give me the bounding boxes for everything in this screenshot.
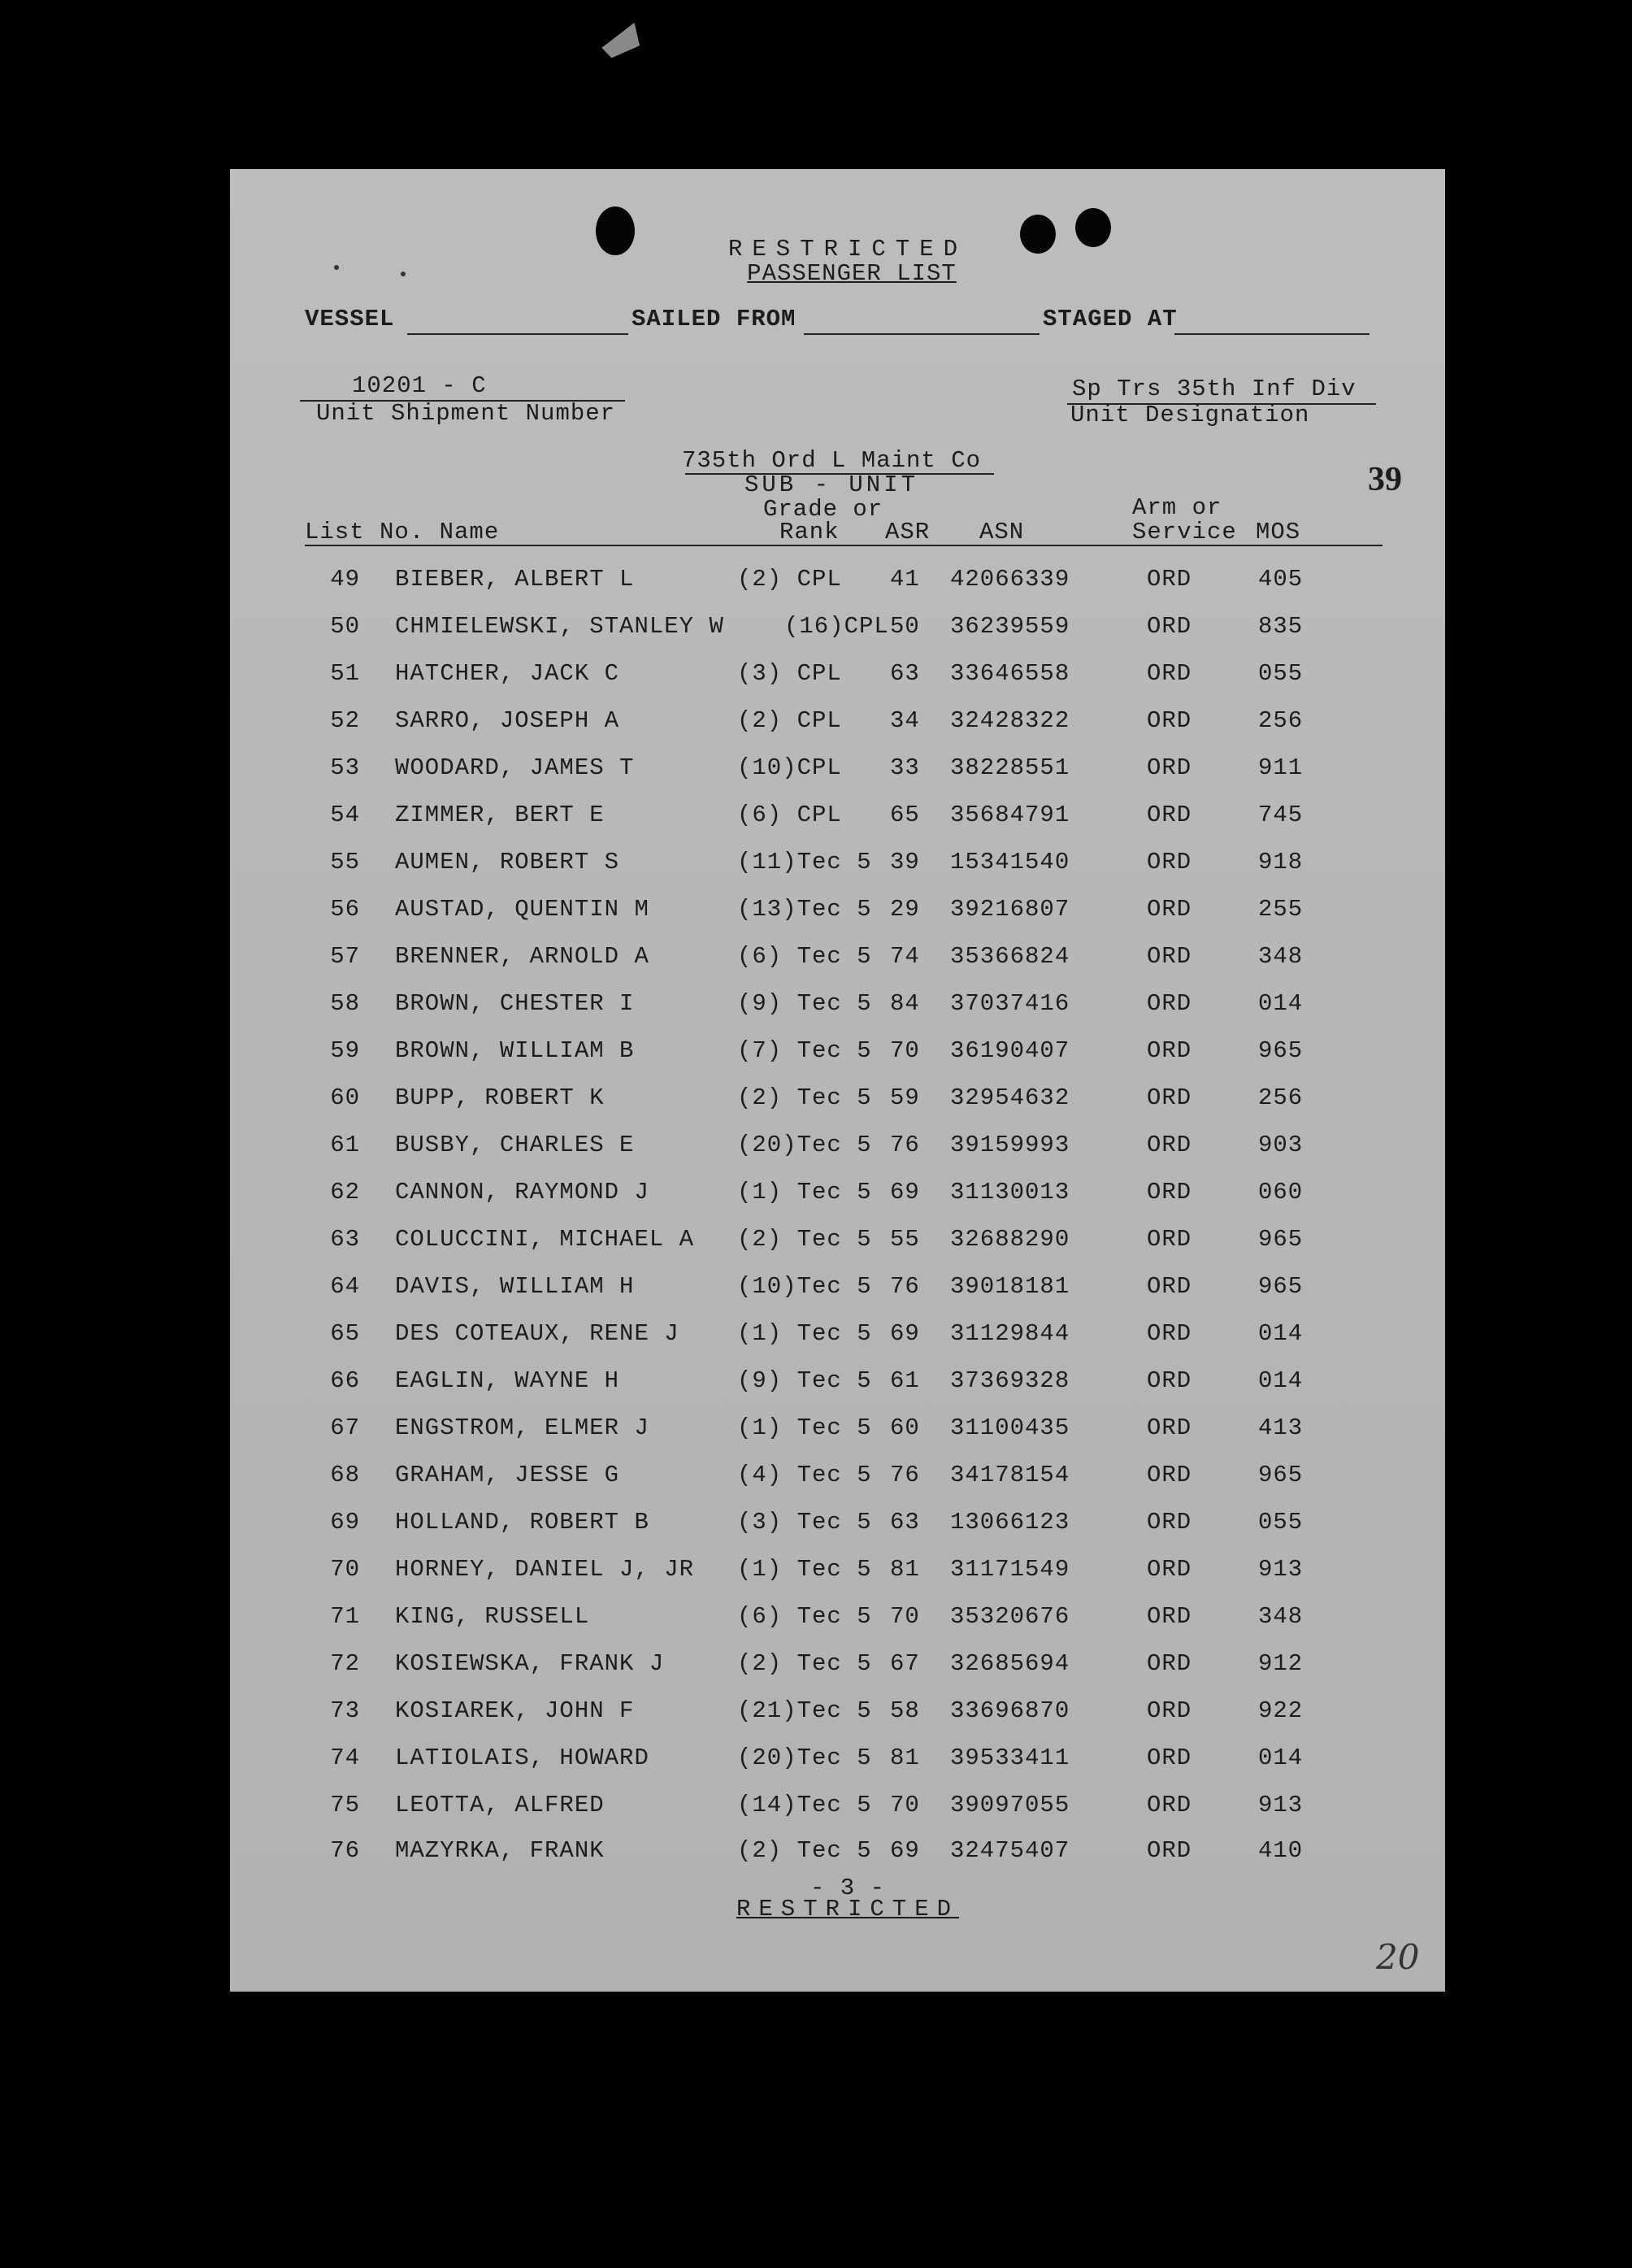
asr: 81 <box>890 1556 920 1583</box>
grade: (3) CPL <box>737 660 842 687</box>
table-row <box>230 1837 1445 1870</box>
mos: 014 <box>1258 990 1304 1017</box>
grade: (2) Tec 5 <box>737 1084 872 1111</box>
asr: 65 <box>890 802 920 828</box>
asn: 37037416 <box>950 990 1070 1017</box>
passenger-name: SARRO, JOSEPH A <box>395 707 620 734</box>
asr: 69 <box>890 1837 920 1864</box>
page-badge: 39 <box>1368 461 1402 498</box>
col-header-asr: ASR <box>885 519 931 545</box>
table-row <box>230 1320 1445 1353</box>
list-no: 75 <box>330 1792 360 1818</box>
sub-unit: 735th Ord L Maint Co <box>681 447 982 474</box>
passenger-name: CANNON, RAYMOND J <box>395 1179 649 1206</box>
asr: 58 <box>890 1697 920 1724</box>
table-row <box>230 1179 1445 1211</box>
asn: 38228551 <box>950 754 1070 781</box>
mos: 413 <box>1258 1414 1304 1441</box>
mos: 348 <box>1258 1603 1304 1630</box>
mos: 965 <box>1258 1273 1304 1300</box>
arm-service: ORD <box>1147 660 1192 687</box>
passenger-name: MAZYRKA, FRANK <box>395 1837 605 1864</box>
arm-service: ORD <box>1147 990 1192 1017</box>
asr: 67 <box>890 1650 920 1677</box>
col-header-list-name: List No. Name <box>305 519 500 545</box>
sub-unit-label: SUB - UNIT <box>744 471 919 498</box>
table-row <box>230 849 1445 881</box>
grade: (4) Tec 5 <box>737 1462 872 1488</box>
list-no: 64 <box>330 1273 360 1300</box>
grade: (2) Tec 5 <box>737 1226 872 1253</box>
mos: 405 <box>1258 566 1304 593</box>
asn: 15341540 <box>950 849 1070 875</box>
unit-designation-label: Unit Designation <box>1070 402 1310 428</box>
vessel-field <box>407 333 628 335</box>
asr: 81 <box>890 1744 920 1771</box>
list-no: 60 <box>330 1084 360 1111</box>
form-title: PASSENGER LIST <box>747 260 957 287</box>
list-no: 76 <box>330 1837 360 1864</box>
mos: 255 <box>1258 896 1304 923</box>
table-row <box>230 1084 1445 1117</box>
list-no: 51 <box>330 660 360 687</box>
unit-shipment-number-label: Unit Shipment Number <box>316 400 616 427</box>
asr: 63 <box>890 1509 920 1536</box>
table-row <box>230 1603 1445 1636</box>
asr: 70 <box>890 1037 920 1064</box>
passenger-name: KOSIAREK, JOHN F <box>395 1697 635 1724</box>
mos: 903 <box>1258 1132 1304 1158</box>
table-row <box>230 1462 1445 1494</box>
asr: 63 <box>890 660 920 687</box>
arm-service: ORD <box>1147 1792 1192 1818</box>
col-header-arm-2: Service <box>1132 519 1237 545</box>
mos: 055 <box>1258 660 1304 687</box>
asn: 39097055 <box>950 1792 1070 1818</box>
asn: 32685694 <box>950 1650 1070 1677</box>
arm-service: ORD <box>1147 1837 1192 1864</box>
mos: 913 <box>1258 1556 1304 1583</box>
table-row <box>230 1226 1445 1258</box>
passenger-name: LEOTTA, ALFRED <box>395 1792 605 1818</box>
mos: 965 <box>1258 1226 1304 1253</box>
mos: 060 <box>1258 1179 1304 1206</box>
list-no: 57 <box>330 943 360 970</box>
asn: 35366824 <box>950 943 1070 970</box>
list-no: 63 <box>330 1226 360 1253</box>
classification-bottom: RESTRICTED <box>736 1896 960 1923</box>
arm-service: ORD <box>1147 1462 1192 1488</box>
arm-service: ORD <box>1147 1226 1192 1253</box>
asn: 35684791 <box>950 802 1070 828</box>
mos: 835 <box>1258 613 1304 640</box>
list-no: 62 <box>330 1179 360 1206</box>
passenger-list-page <box>230 169 1445 1992</box>
passenger-name: CHMIELEWSKI, STANLEY W <box>395 613 724 640</box>
arm-service: ORD <box>1147 613 1192 640</box>
mos: 014 <box>1258 1320 1304 1347</box>
arm-service: ORD <box>1147 896 1192 923</box>
mos: 014 <box>1258 1744 1304 1771</box>
asn: 37369328 <box>950 1367 1070 1394</box>
grade: (2) CPL <box>737 566 842 593</box>
grade: (6) Tec 5 <box>737 1603 872 1630</box>
list-no: 49 <box>330 566 360 593</box>
asr: 55 <box>890 1226 920 1253</box>
list-no: 56 <box>330 896 360 923</box>
vessel-label: VESSEL <box>305 306 395 332</box>
grade: (2) Tec 5 <box>737 1837 872 1864</box>
punch-hole-left <box>596 206 635 255</box>
mos: 055 <box>1258 1509 1304 1536</box>
table-row <box>230 1744 1445 1777</box>
list-no: 68 <box>330 1462 360 1488</box>
table-row <box>230 1792 1445 1824</box>
table-row <box>230 707 1445 740</box>
table-row <box>230 1509 1445 1541</box>
asn: 34178154 <box>950 1462 1070 1488</box>
list-no: 55 <box>330 849 360 875</box>
table-row <box>230 1697 1445 1730</box>
arm-service: ORD <box>1147 1132 1192 1158</box>
asn: 39533411 <box>950 1744 1070 1771</box>
table-row <box>230 1367 1445 1400</box>
asn: 39159993 <box>950 1132 1070 1158</box>
asn: 33646558 <box>950 660 1070 687</box>
asr: 50 <box>890 613 920 640</box>
asr: 34 <box>890 707 920 734</box>
asn: 36239559 <box>950 613 1070 640</box>
asn: 31100435 <box>950 1414 1070 1441</box>
list-no: 71 <box>330 1603 360 1630</box>
grade: (11)Tec 5 <box>737 849 872 875</box>
table-row <box>230 1556 1445 1588</box>
passenger-name: BRENNER, ARNOLD A <box>395 943 649 970</box>
asn: 32954632 <box>950 1084 1070 1111</box>
grade: (21)Tec 5 <box>737 1697 872 1724</box>
asn: 13066123 <box>950 1509 1070 1536</box>
passenger-name: COLUCCINI, MICHAEL A <box>395 1226 695 1253</box>
mos: 348 <box>1258 943 1304 970</box>
header-rule <box>305 545 1382 546</box>
list-no: 52 <box>330 707 360 734</box>
mos: 912 <box>1258 1650 1304 1677</box>
asr: 69 <box>890 1320 920 1347</box>
asr: 69 <box>890 1179 920 1206</box>
grade: (2) CPL <box>737 707 842 734</box>
arm-service: ORD <box>1147 943 1192 970</box>
asr: 39 <box>890 849 920 875</box>
passenger-name: EAGLIN, WAYNE H <box>395 1367 620 1394</box>
arm-service: ORD <box>1147 1414 1192 1441</box>
mos: 913 <box>1258 1792 1304 1818</box>
table-row <box>230 1037 1445 1070</box>
table-row <box>230 990 1445 1023</box>
mos: 745 <box>1258 802 1304 828</box>
passenger-name: HORNEY, DANIEL J, JR <box>395 1556 695 1583</box>
asr: 60 <box>890 1414 920 1441</box>
table-row <box>230 1414 1445 1447</box>
staged-at-field <box>1174 333 1369 335</box>
asn: 32475407 <box>950 1837 1070 1864</box>
passenger-name: BUPP, ROBERT K <box>395 1084 605 1111</box>
table-row <box>230 1273 1445 1306</box>
arm-service: ORD <box>1147 566 1192 593</box>
arm-service: ORD <box>1147 707 1192 734</box>
arm-service: ORD <box>1147 802 1192 828</box>
passenger-name: DES COTEAUX, RENE J <box>395 1320 679 1347</box>
passenger-name: KING, RUSSELL <box>395 1603 590 1630</box>
col-header-grade-1: Grade or <box>763 496 883 523</box>
grade: (10)Tec 5 <box>737 1273 872 1300</box>
arm-service: ORD <box>1147 1320 1192 1347</box>
grade: (13)Tec 5 <box>737 896 872 923</box>
mos: 911 <box>1258 754 1304 781</box>
list-no: 61 <box>330 1132 360 1158</box>
list-no: 72 <box>330 1650 360 1677</box>
mos: 256 <box>1258 707 1304 734</box>
asr: 76 <box>890 1273 920 1300</box>
asn: 35320676 <box>950 1603 1070 1630</box>
mos: 922 <box>1258 1697 1304 1724</box>
list-no: 70 <box>330 1556 360 1583</box>
grade: (9) Tec 5 <box>737 1367 872 1394</box>
grade: (20)Tec 5 <box>737 1744 872 1771</box>
mos: 014 <box>1258 1367 1304 1394</box>
table-row <box>230 566 1445 598</box>
arm-service: ORD <box>1147 1744 1192 1771</box>
arm-service: ORD <box>1147 1697 1192 1724</box>
passenger-name: WOODARD, JAMES T <box>395 754 635 781</box>
handwritten-mark: 20 <box>1376 1937 1420 1977</box>
sailed-from-label: SAILED FROM <box>632 306 796 332</box>
paper-scrap <box>598 23 645 62</box>
asn: 31171549 <box>950 1556 1070 1583</box>
unit-shipment-number: 10201 - C <box>352 372 487 399</box>
arm-service: ORD <box>1147 754 1192 781</box>
asn: 36190407 <box>950 1037 1070 1064</box>
asr: 61 <box>890 1367 920 1394</box>
asr: 84 <box>890 990 920 1017</box>
passenger-name: HOLLAND, ROBERT B <box>395 1509 649 1536</box>
passenger-name: AUSTAD, QUENTIN M <box>395 896 649 923</box>
punch-hole-right-b <box>1075 208 1111 247</box>
list-no: 50 <box>330 613 360 640</box>
col-header-mos: MOS <box>1256 519 1301 545</box>
passenger-name: BUSBY, CHARLES E <box>395 1132 635 1158</box>
asn: 32688290 <box>950 1226 1070 1253</box>
asr: 74 <box>890 943 920 970</box>
list-no: 69 <box>330 1509 360 1536</box>
speck <box>401 272 406 276</box>
asn: 33696870 <box>950 1697 1070 1724</box>
unit-designation: Sp Trs 35th Inf Div <box>1072 376 1356 402</box>
table-row <box>230 1650 1445 1683</box>
asr: 29 <box>890 896 920 923</box>
asn: 32428322 <box>950 707 1070 734</box>
arm-service: ORD <box>1147 1556 1192 1583</box>
col-header-asn: ASN <box>979 519 1025 545</box>
passenger-name: ZIMMER, BERT E <box>395 802 605 828</box>
list-no: 58 <box>330 990 360 1017</box>
list-no: 53 <box>330 754 360 781</box>
table-row <box>230 802 1445 834</box>
grade: (1) Tec 5 <box>737 1179 872 1206</box>
speck <box>334 265 339 270</box>
list-no: 59 <box>330 1037 360 1064</box>
mos: 918 <box>1258 849 1304 875</box>
table-row <box>230 896 1445 928</box>
passenger-name: AUMEN, ROBERT S <box>395 849 620 875</box>
arm-service: ORD <box>1147 1603 1192 1630</box>
table-row <box>230 943 1445 975</box>
arm-service: ORD <box>1147 849 1192 875</box>
passenger-name: BROWN, WILLIAM B <box>395 1037 635 1064</box>
grade: (20)Tec 5 <box>737 1132 872 1158</box>
arm-service: ORD <box>1147 1509 1192 1536</box>
punch-hole-right-a <box>1020 215 1056 254</box>
grade: (1) Tec 5 <box>737 1556 872 1583</box>
arm-service: ORD <box>1147 1084 1192 1111</box>
mos: 965 <box>1258 1462 1304 1488</box>
asr: 70 <box>890 1603 920 1630</box>
grade: (1) Tec 5 <box>737 1320 872 1347</box>
arm-service: ORD <box>1147 1273 1192 1300</box>
passenger-name: HATCHER, JACK C <box>395 660 620 687</box>
passenger-name: DAVIS, WILLIAM H <box>395 1273 635 1300</box>
asn: 39216807 <box>950 896 1070 923</box>
passenger-name: ENGSTROM, ELMER J <box>395 1414 649 1441</box>
table-row <box>230 613 1445 645</box>
asn: 42066339 <box>950 566 1070 593</box>
table-row <box>230 1132 1445 1164</box>
classification-top: RESTRICTED <box>727 236 968 263</box>
asr: 41 <box>890 566 920 593</box>
grade: (7) Tec 5 <box>737 1037 872 1064</box>
col-header-arm-1: Arm or <box>1132 494 1222 521</box>
page-number: - 3 - <box>809 1875 885 1901</box>
grade: (3) Tec 5 <box>737 1509 872 1536</box>
staged-at-label: STAGED AT <box>1043 306 1178 332</box>
table-row <box>230 660 1445 693</box>
grade: (14)Tec 5 <box>737 1792 872 1818</box>
list-no: 54 <box>330 802 360 828</box>
sailed-from-field <box>804 333 1040 335</box>
passenger-name: BIEBER, ALBERT L <box>395 566 635 593</box>
arm-service: ORD <box>1147 1367 1192 1394</box>
grade: (6) Tec 5 <box>737 943 872 970</box>
list-no: 67 <box>330 1414 360 1441</box>
arm-service: ORD <box>1147 1179 1192 1206</box>
asr: 59 <box>890 1084 920 1111</box>
mos: 410 <box>1258 1837 1304 1864</box>
asn: 31130013 <box>950 1179 1070 1206</box>
grade: (10)CPL <box>737 754 842 781</box>
grade: (2) Tec 5 <box>737 1650 872 1677</box>
list-no: 74 <box>330 1744 360 1771</box>
list-no: 73 <box>330 1697 360 1724</box>
grade: (1) Tec 5 <box>737 1414 872 1441</box>
table-row <box>230 754 1445 787</box>
asr: 76 <box>890 1132 920 1158</box>
list-no: 66 <box>330 1367 360 1394</box>
asr: 70 <box>890 1792 920 1818</box>
grade: (6) CPL <box>737 802 842 828</box>
grade: (9) Tec 5 <box>737 990 872 1017</box>
grade: (16)CPL <box>784 613 889 640</box>
mos: 256 <box>1258 1084 1304 1111</box>
col-header-grade-2: Rank <box>779 519 840 545</box>
asr: 33 <box>890 754 920 781</box>
passenger-name: KOSIEWSKA, FRANK J <box>395 1650 665 1677</box>
asr: 76 <box>890 1462 920 1488</box>
arm-service: ORD <box>1147 1650 1192 1677</box>
passenger-name: BROWN, CHESTER I <box>395 990 635 1017</box>
passenger-name: GRAHAM, JESSE G <box>395 1462 620 1488</box>
list-no: 65 <box>330 1320 360 1347</box>
mos: 965 <box>1258 1037 1304 1064</box>
asn: 39018181 <box>950 1273 1070 1300</box>
passenger-name: LATIOLAIS, HOWARD <box>395 1744 649 1771</box>
arm-service: ORD <box>1147 1037 1192 1064</box>
asn: 31129844 <box>950 1320 1070 1347</box>
